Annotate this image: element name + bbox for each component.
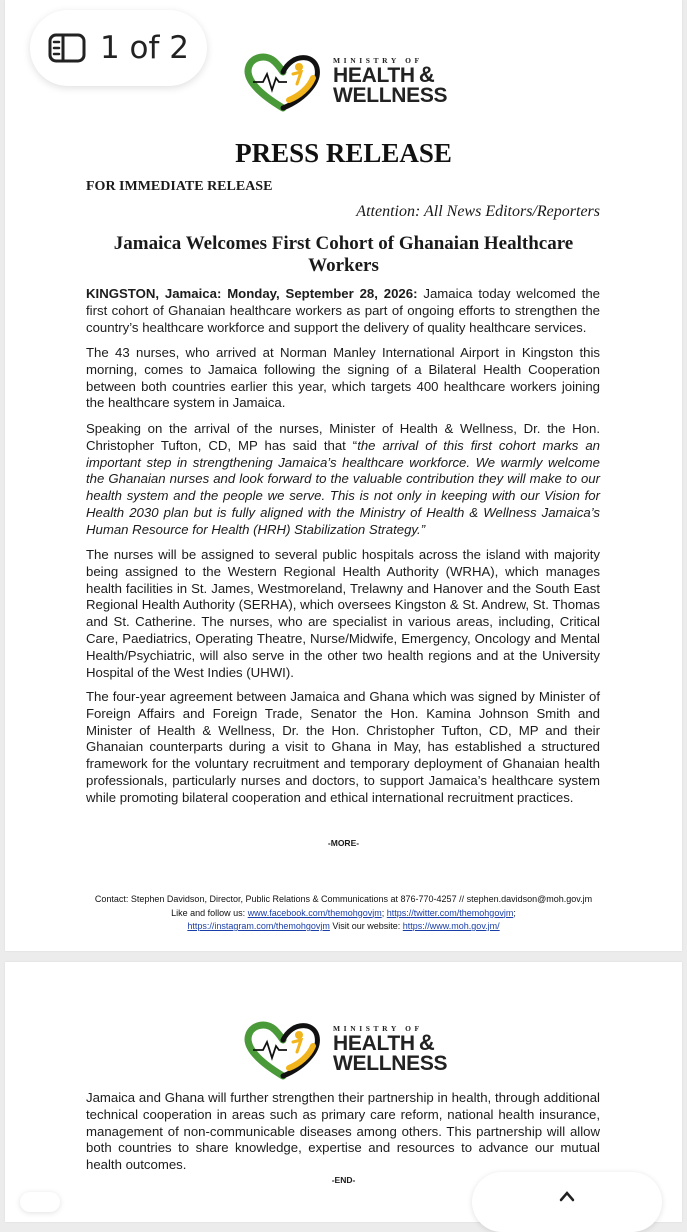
paragraph-4: The nurses will be assigned to several public hospitals across the island with majority being assigned to the Western Regional Health Authority (WRHA), which manages health facilities in St. James, Westmoreland, Trelawny and Hanover and the South East Regional Health Authority (SERHA), which oversees Kingston & St. Andrew, St. Thomas and St. Catherine. The nurses, who are specialist in various areas, including, Critical Care, Paediatrics, Operating Theatre, Nurse/Midwife, Emergency, Oncology and Mental Health/Psychiatric, will also serve in the other two health regions and at the University Hospital of the West Indies (UHWI). — [86, 547, 600, 680]
share-icon[interactable] — [557, 1190, 577, 1202]
visit-label: Visit our website: — [329, 921, 403, 931]
logo-wellness-text: WELLNESS — [333, 1052, 448, 1075]
heart-logo-icon — [243, 1020, 323, 1080]
link-separator-2: ; — [513, 907, 516, 918]
attention-line: Attention: All News Editors/Reporters — [356, 203, 600, 220]
minister-quote: the arrival of this first cohort marks an important step in strengthening Jamaica’s healthcare workforce. We warmly welcome the Ghanaian nurses and look forward to the valuable contribution they will make to our health system and the people we serve. This is not only in keeping with our Vision for Health 2030 plan but is fully aligned with the Ministry of Health & Wellness Jamaica’s Human Resource for Health (HRH) Stabilization Strategy.” — [86, 437, 600, 537]
website-link[interactable]: https://www.moh.gov.jm/ — [402, 921, 500, 931]
immediate-release-label: FOR IMMEDIATE RELEASE — [86, 179, 273, 194]
paragraph-5: The four-year agreement between Jamaica and Ghana which was signed by Minister of Foreign Affairs and Foreign Trade, Senator the Hon. Kamina Johnson Smith and Minister of Health & Wellness, Dr. the Hon. Christopher Tufton, CD, MP and their Ghanaian counterparts during a visit to Ghana in May, has established a structured framework for the voluntary recruitment and temporary deployment of Ghanaian health professionals, particularly nurses and doctors, to support Jamaica’s healthcare system while promoting bilateral cooperation and ethical international recruitment practices. — [86, 689, 600, 805]
paragraph-2: The 43 nurses, who arrived at Norman Manley International Airport in Kingston this morning, comes to Jamaica following the signing of a Bilateral Health Cooperation between both countries earlier this year, which targets 400 healthcare workers joining the healthcare system in Jamaica. — [86, 345, 600, 411]
more-marker: -MORE- — [327, 838, 360, 848]
paragraph-3-text: Speaking on the arrival of the nurses, Minister of Health & Wellness, Dr. the Hon. Christopher Tufton, CD, MP has said that “ — [86, 421, 600, 453]
logo-ministry-text: MINISTRY OF — [333, 56, 423, 65]
logo-amp-text: & — [418, 62, 435, 87]
floating-share-button[interactable] — [472, 1172, 662, 1232]
paragraph-3 — [86, 421, 600, 539]
sidebar-icon[interactable] — [48, 33, 86, 63]
facebook-link[interactable]: www.facebook.com/themohgovjm — [247, 907, 382, 918]
page-indicator[interactable] — [30, 10, 207, 86]
ministry-logo — [243, 52, 447, 112]
logo-amp-text: & — [418, 1030, 435, 1055]
ministry-logo-page-2 — [243, 1020, 447, 1080]
end-marker: -END- — [331, 1175, 356, 1185]
headline: Jamaica Welcomes First Cohort of Ghanaian Healthcare Workers — [113, 233, 574, 276]
logo-health-text: HEALTH — [333, 1032, 415, 1055]
floating-button-left[interactable] — [20, 1192, 60, 1212]
page-count: 1 of 2 — [99, 30, 190, 66]
contact-line: Contact: Stephen Davidson, Director, Public Relations & Communications at 876-770-4257 // stephen.davidson@moh.gov.jm — [94, 894, 593, 904]
paragraph-1 — [86, 286, 600, 336]
link-separator: ; — [381, 907, 387, 918]
page-2-paragraph: Jamaica and Ghana will further strengthen their partnership in health, through additional technical cooperation in areas such as primary care reform, national health insurance, management of non-communicable diseases among others. This partnership will allow both countries to share knowledge, expertise and resources to advance our mutual health outcomes. — [86, 1090, 600, 1173]
instagram-link[interactable]: https://instagram.com/themohgovjm — [187, 921, 330, 931]
paragraph-1-text: Jamaica today welcomed the first cohort of Ghanaian healthcare workers as part of ongoing efforts to strengthen the country’s healthcare workforce and support the delivery of quality healthcare services. — [86, 286, 600, 335]
logo-health-text: HEALTH — [333, 64, 415, 87]
page-title: PRESS RELEASE — [235, 138, 452, 168]
logo-ministry-text: MINISTRY OF — [333, 1024, 423, 1033]
contact-footer — [60, 893, 627, 934]
dateline: KINGSTON, Jamaica: Monday, September 28, 2026: — [86, 286, 418, 301]
heart-logo-icon — [243, 52, 323, 112]
logo-wellness-text: WELLNESS — [333, 84, 448, 107]
follow-label: Like and follow us: — [171, 907, 248, 918]
twitter-link[interactable]: https://twitter.com/themohgovjm — [386, 907, 514, 918]
